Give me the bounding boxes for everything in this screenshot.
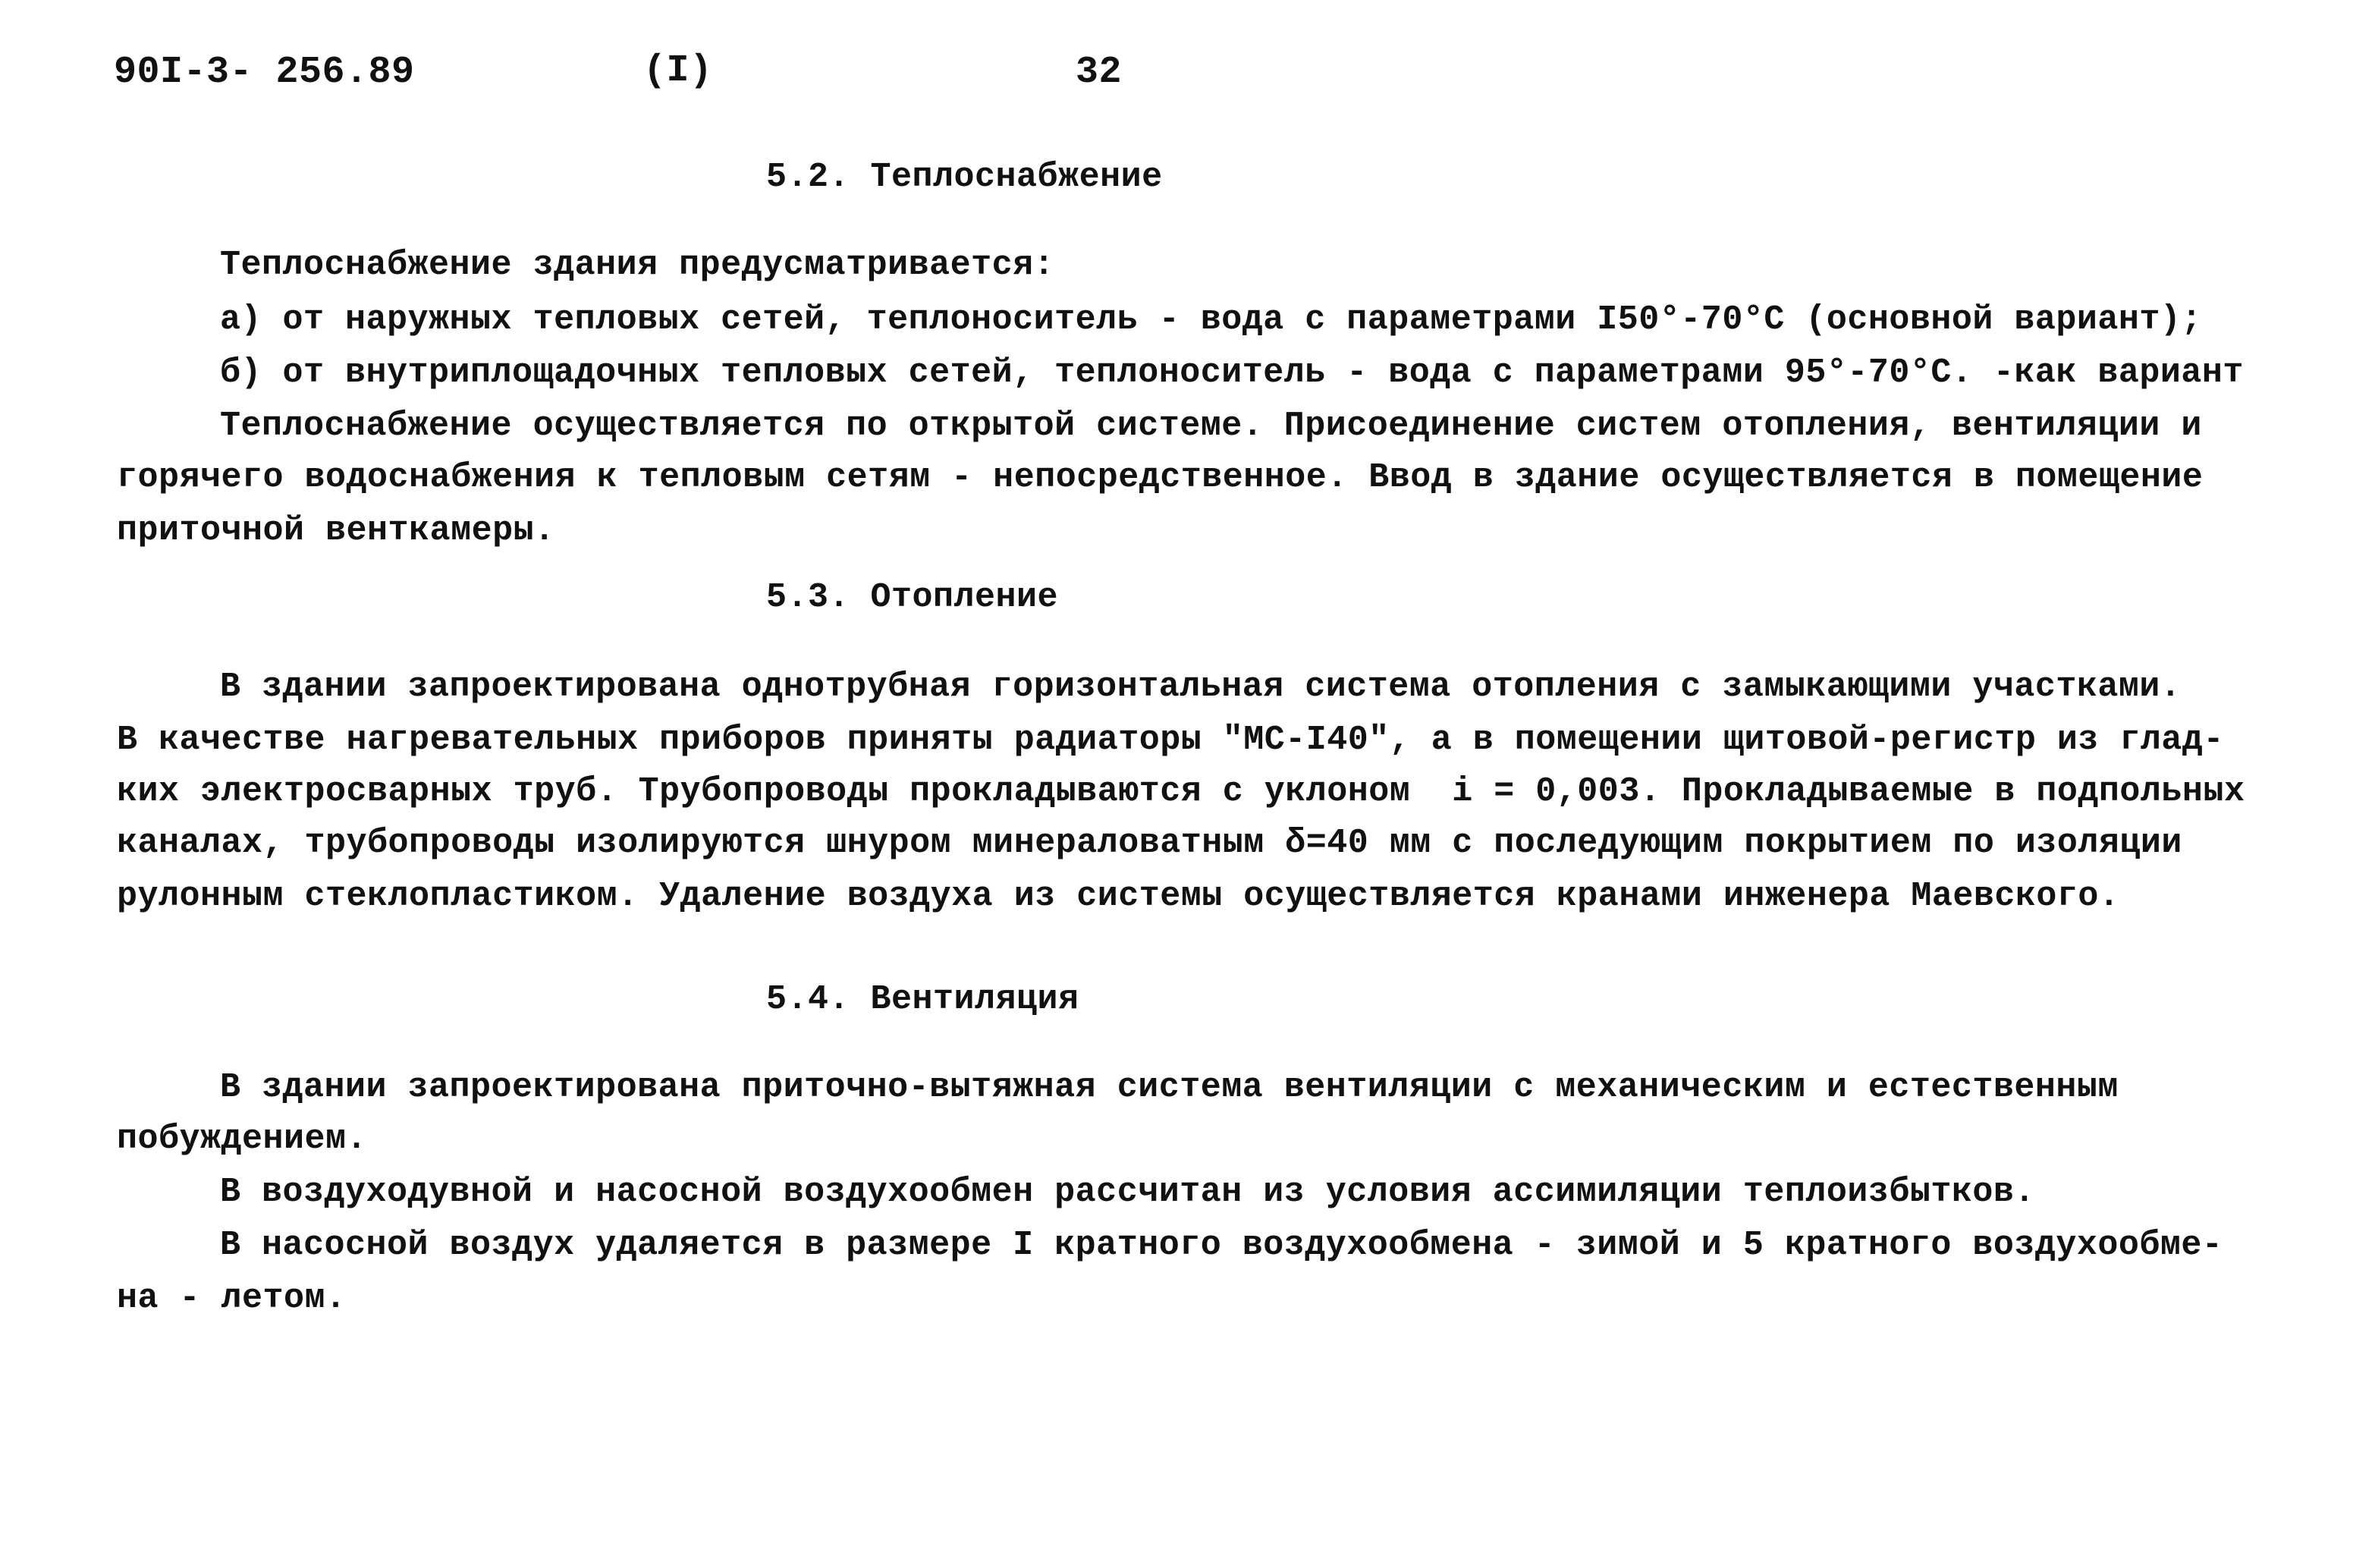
paragraph-line: В здании запроектирована однотрубная горизонтальная система отопления с замыкающими участками. [220,668,2182,706]
section-heading-heating: 5.3. Отопление [766,578,1059,617]
paragraph-line: В воздуходувной и насосной воздухообмен рассчитан из условия ассимиляции теплоизбытков. [220,1173,2035,1211]
paragraph-line: рулонным стеклопластиком. Удаление воздуха из системы осуществляется кранами инженера Маевского. [117,877,2120,916]
paragraph-line: на - летом. [117,1279,347,1318]
section-heading-ventilation: 5.4. Вентиляция [766,980,1079,1019]
paragraph-line: Теплоснабжение здания предусматривается: [220,246,1055,284]
paragraph-line: приточной венткамеры. [117,511,555,550]
paragraph-line: побуждением. [117,1120,368,1158]
paragraph-line: каналах, трубопроводы изолируются шнуром минераловатным δ=40 мм с последующим покрытием по изоляции [117,824,2182,863]
paragraph-line: а) от наружных тепловых сетей, теплоноситель - вода с параметрами I50°-70°С (основной вариант); [220,300,2202,339]
paragraph-line: Теплоснабжение осуществляется по открытой системе. Присоединение систем отопления, вентиляции и [220,407,2202,445]
section-heading-heat-supply: 5.2. Теплоснабжение [766,158,1163,196]
document-number: 90I-3- 256.89 [114,51,415,94]
paragraph-line: ких электросварных труб. Трубопроводы прокладываются с уклоном i = 0,003. Прокладываемые в подпольных [117,772,2245,811]
paragraph-line: В качестве нагревательных приборов приняты радиаторы "МС-I40", а в помещении щитовой-регистр из глад- [117,721,2224,759]
page-number: 32 [1076,51,1123,94]
paragraph-line: горячего водоснабжения к тепловым сетям - непосредственное. Ввод в здание осуществляется в помещение [117,458,2204,497]
paragraph-line: В здании запроектирована приточно-вытяжная система вентиляции с механическим и естественным [220,1068,2119,1107]
paragraph-line: В насосной воздух удаляется в размере I кратного воздухообмена - зимой и 5 кратного воздухообме- [220,1226,2223,1265]
paragraph-line: б) от внутриплощадочных тепловых сетей, теплоноситель - вода с параметрами 95°-70°С. -как вариант [220,354,2244,392]
document-part: (I) [643,49,713,93]
